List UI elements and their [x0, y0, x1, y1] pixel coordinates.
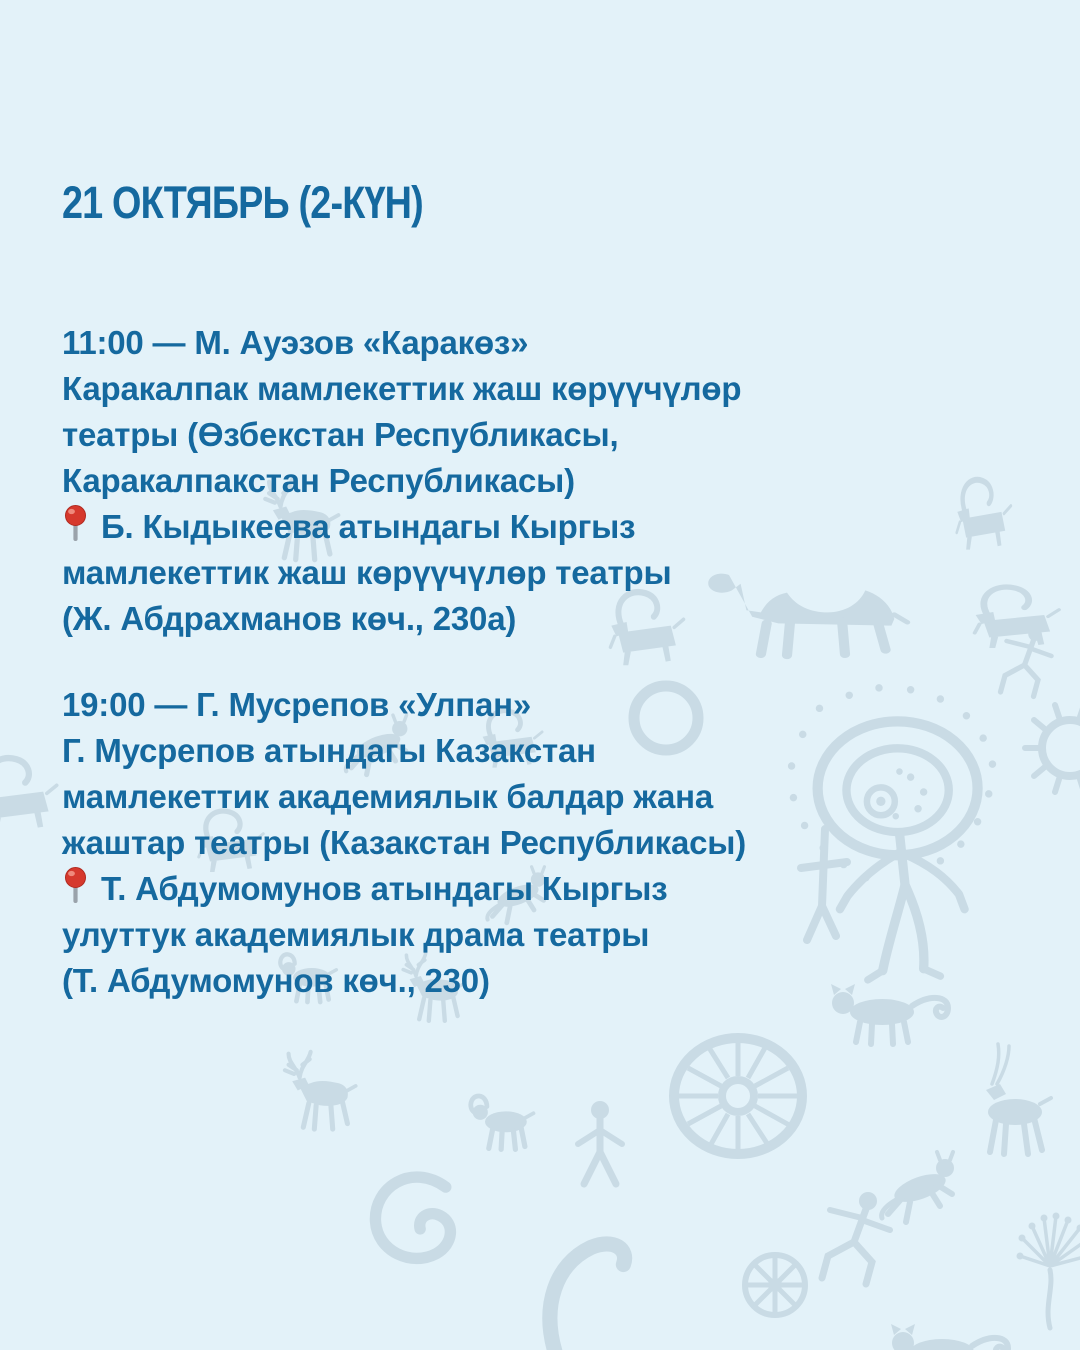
event-company-line: Г. Мусрепов атындагы Казакстан: [62, 732, 596, 769]
event-venue-line: [62, 504, 741, 550]
event-item-2: [62, 682, 746, 1004]
event-venue-line: мамлекеттик жаш көрүүчүлөр театры: [62, 554, 672, 591]
date-heading: 21 ОКТЯБРЬ (2-КҮН): [62, 177, 423, 228]
event-venue-line: [62, 866, 746, 912]
event-company-line: мамлекеттик академиялык балдар жана: [62, 778, 713, 815]
event-venue-line: (Т. Абдумомунов көч., 230): [62, 962, 490, 999]
event-company-line: Каракалпакстан Республикасы): [62, 462, 575, 499]
event-time-title: 19:00 — Г. Мусрепов «Улпан»: [62, 686, 532, 723]
event-company-line: жаштар театры (Казакстан Республикасы): [62, 824, 747, 861]
event-time-title: 11:00 — М. Ауэзов «Каракөз»: [62, 324, 529, 361]
event-venue-line: (Ж. Абдрахманов көч., 230а): [62, 600, 517, 637]
event-company-line: театры (Өзбекстан Республикасы,: [62, 416, 619, 453]
event-venue-text: Б. Кыдыкеева атындагы Кыргыз: [101, 508, 636, 545]
event-venue-text: Т. Абдумомунов атындагы Кыргыз: [101, 870, 668, 907]
location-pin-icon: [62, 867, 89, 907]
location-pin-icon: [62, 505, 89, 545]
event-venue-line: улуттук академиялык драма театры: [62, 916, 650, 953]
event-item-1: [62, 320, 741, 642]
event-company-line: Каракалпак мамлекеттик жаш көрүүчүлөр: [62, 370, 742, 407]
